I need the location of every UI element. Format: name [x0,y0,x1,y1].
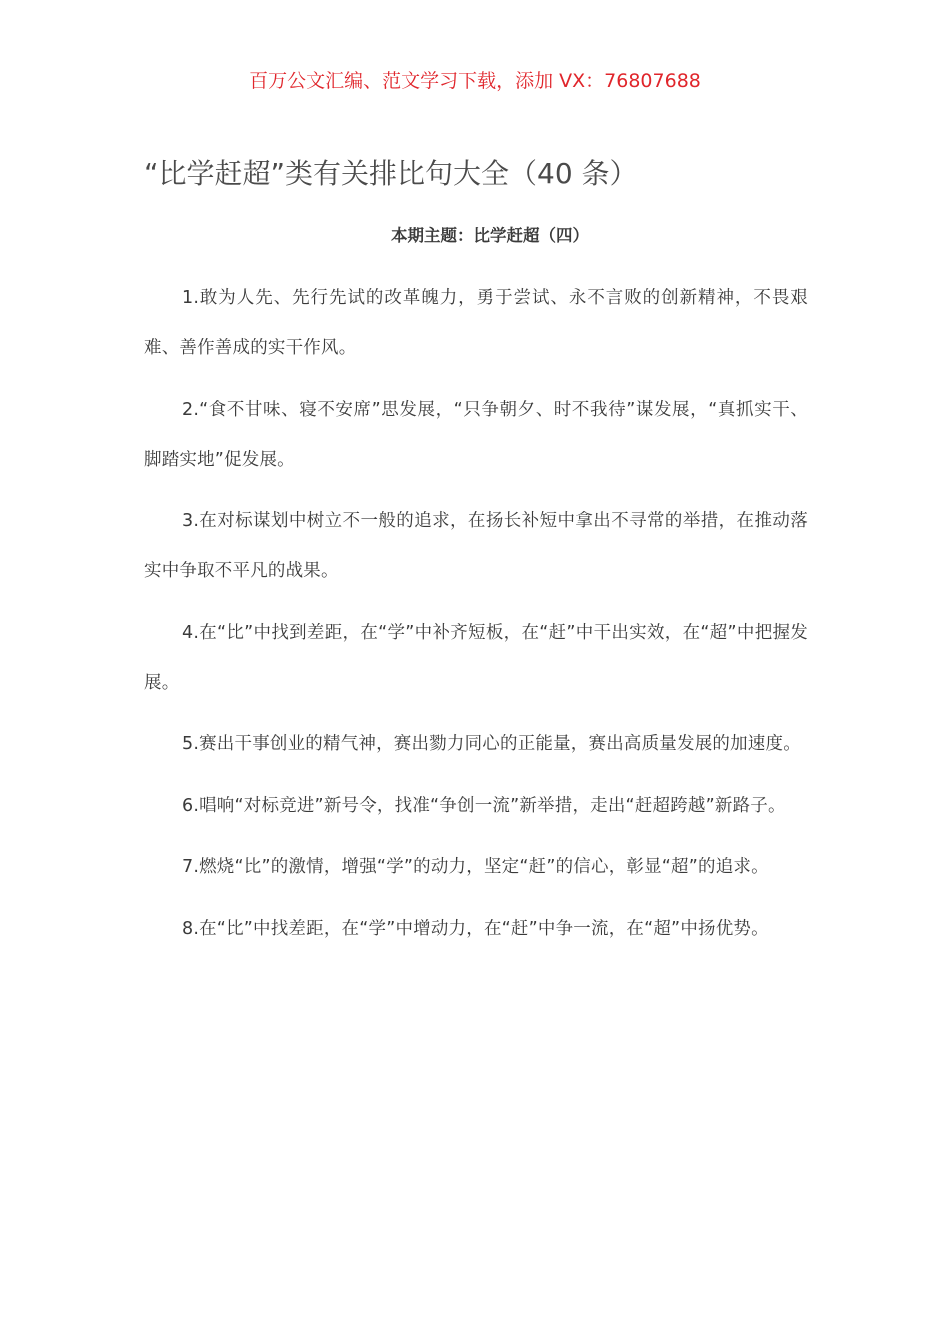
paragraph-8: 8.在“比”中找差距，在“学”中增动力，在“赶”中争一流，在“超”中扬优势。 [182,918,769,939]
paragraph-2: 2.“食不甘味、寝不安席”思发展，“只争朝夕、时不我待”谋发展，“真抓实干、脚踏实地”促发展。 [144,399,808,470]
paragraph-5: 5.赛出干事创业的精气神，赛出勠力同心的正能量，赛出高质量发展的加速度。 [182,734,801,754]
paragraph-7: 7.燃烧“比”的激情，增强“学”的动力，坚定“赶”的信心，彰显“超”的追求。 [182,857,769,877]
paragraph-3: 3.在对标谋划中树立不一般的追求，在扬长补短中拿出不寻常的举措，在推动落实中争取不平凡的战果。 [144,511,808,581]
promo-banner: 百万公文汇编、范文学习下载，添加 VX：76807688 [249,70,701,92]
document-body [144,273,808,965]
paragraph-4: 4.在“比”中找到差距，在“学”中补齐短板，在“赶”中干出实效，在“超”中把握发展。 [144,622,808,693]
paragraph-1: 1.敢为人先、先行先试的改革魄力，勇于尝试、永不言败的创新精神，不畏艰难、善作善成的实干作风。 [144,288,808,358]
document-subtitle: 本期主题：比学赶超（四） [391,226,589,245]
paragraph-6: 6.唱响“对标竞进”新号令，找准“争创一流”新举措，走出“赶超跨越”新路子。 [182,795,786,816]
document-title: “比学赶超”类有关排比句大全（40 条） [144,157,638,190]
